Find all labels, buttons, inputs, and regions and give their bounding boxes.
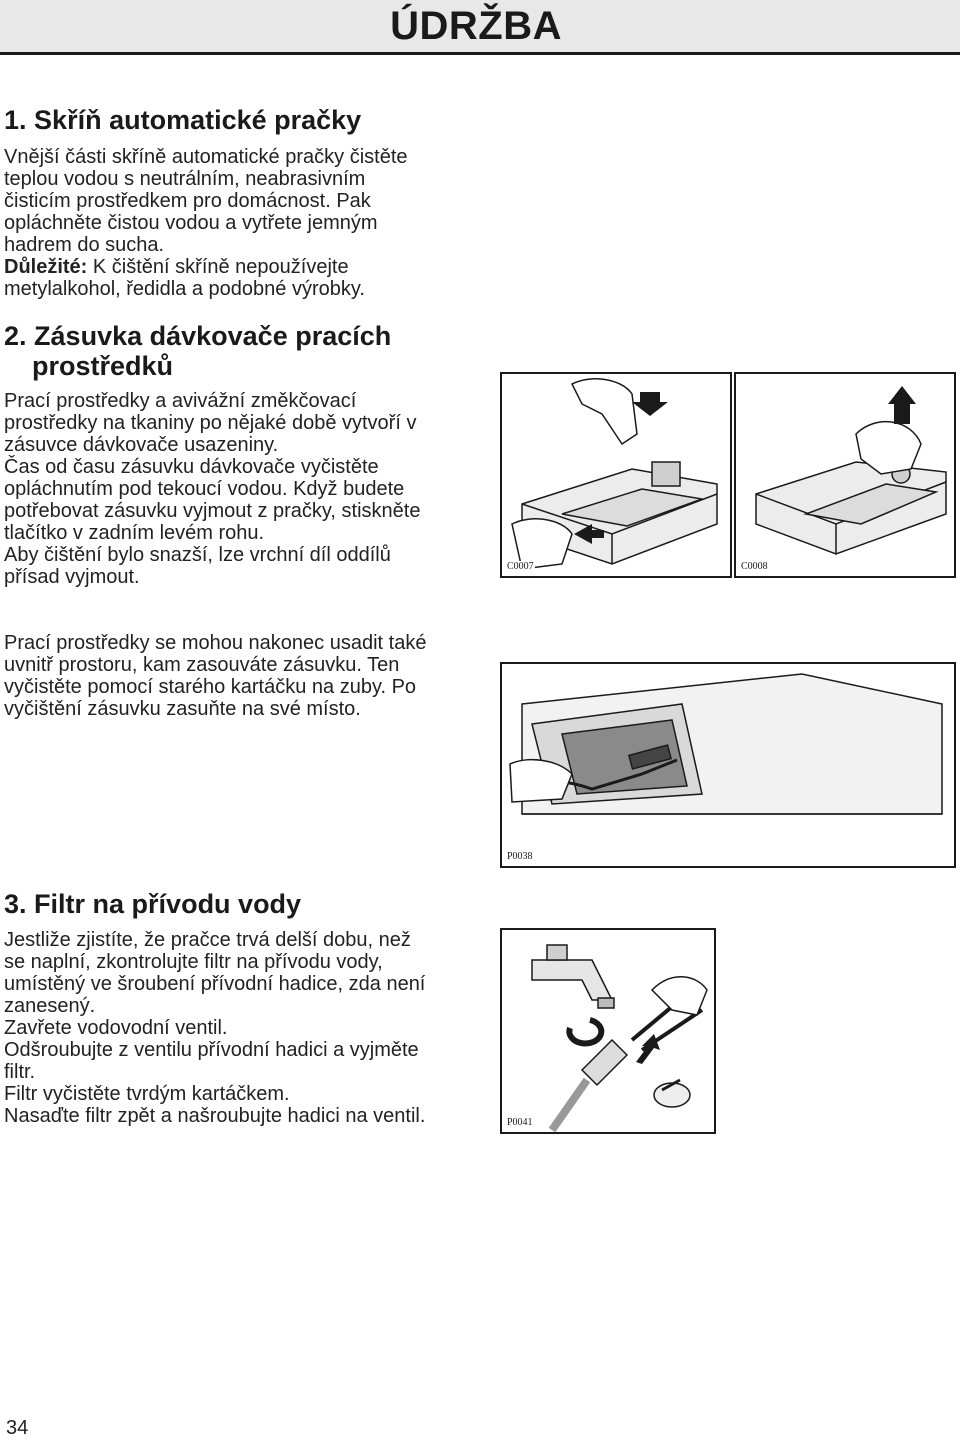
figure-code: C0008 — [741, 561, 768, 572]
body-line: tlačítko v zadním levém rohu. — [4, 522, 265, 544]
filter-removal-illustration — [502, 930, 714, 1132]
section-2-title-line2: prostředků — [32, 351, 174, 381]
figure-toothbrush-cleaning — [500, 662, 956, 868]
body-line: uvnitř prostoru, kam zasouváte zásuvku. Ten — [4, 654, 400, 676]
figure-filter-removal — [500, 928, 716, 1134]
body-line: vyčištění zásuvku zasuňte na své místo. — [4, 698, 361, 720]
important-note — [4, 256, 408, 278]
body-line: opláchněte čistou vodou a vytřete jemným — [4, 212, 378, 234]
important-text: K čištění skříně nepoužívejte — [87, 256, 349, 278]
figure-code: P0038 — [507, 851, 533, 862]
body-line: teplou vodou s neutrálním, neabrasivním — [4, 168, 366, 190]
body-line: filtr. — [4, 1061, 36, 1083]
body-line: Prací prostředky se mohou nakonec usadit také — [4, 632, 427, 654]
section-2-number: 2. — [4, 321, 27, 351]
section-1-body — [4, 146, 408, 300]
figure-drawer-removal — [500, 372, 732, 578]
body-line: Nasaďte filtr zpět a našroubujte hadici na ventil. — [4, 1105, 426, 1127]
body-line: Vnější části skříně automatické pračky čistěte — [4, 146, 408, 168]
body-line: Odšroubujte z ventilu přívodní hadici a vyjměte — [4, 1039, 419, 1061]
body-line: vyčistěte pomocí starého kartáčku na zuby. Po — [4, 676, 417, 698]
page-number: 34 — [6, 1417, 29, 1439]
body-line: zanesený. — [4, 995, 96, 1017]
figure-code: P0041 — [507, 1117, 533, 1128]
figure-compartment-removal — [734, 372, 956, 578]
body-line: metylalkohol, ředidla a podobné výrobky. — [4, 278, 365, 300]
toothbrush-cleaning-illustration — [502, 664, 954, 866]
section-2-heading — [4, 321, 391, 381]
body-line: Zavřete vodovodní ventil. — [4, 1017, 228, 1039]
body-line: Čas od času zásuvku dávkovače vyčistěte — [4, 456, 379, 478]
section-1-title: Skříň automatické pračky — [34, 105, 362, 135]
section-3-number: 3. — [4, 889, 27, 919]
body-line: čisticím prostředkem pro domácnost. Pak — [4, 190, 371, 212]
section-2-title-line1: Zásuvka dávkovače pracích — [34, 321, 392, 351]
important-label: Důležité: — [4, 256, 88, 278]
section-2-body-continued — [4, 632, 426, 720]
body-line: zásuvce dávkovače usazeniny. — [4, 434, 279, 456]
compartment-removal-illustration — [736, 374, 954, 576]
body-line: potřebovat zásuvku vyjmout z pračky, stiskněte — [4, 500, 421, 522]
body-line: Prací prostředky a avivážní změkčovací — [4, 390, 357, 412]
page-title: ÚDRŽBA — [390, 4, 562, 48]
section-3-title: Filtr na přívodu vody — [34, 889, 302, 919]
body-line: umístěný ve šroubení přívodní hadice, zda není — [4, 973, 426, 995]
section-3-heading — [4, 889, 301, 919]
body-line: hadrem do sucha. — [4, 234, 165, 256]
body-line: prostředky na tkaniny po nějaké době vytvoří v — [4, 412, 417, 434]
section-1-number: 1. — [4, 105, 27, 135]
section-3-body — [4, 929, 425, 1127]
body-line: Aby čištění bylo snazší, lze vrchní díl oddílů — [4, 544, 391, 566]
body-line: Filtr vyčistěte tvrdým kartáčkem. — [4, 1083, 290, 1105]
body-line: přísad vyjmout. — [4, 566, 140, 588]
drawer-removal-illustration — [502, 374, 730, 576]
body-line: opláchnutím pod tekoucí vodou. Když budete — [4, 478, 405, 500]
section-2-body — [4, 390, 420, 588]
figure-code: C0007 — [507, 561, 534, 572]
body-line: Jestliže zjistíte, že pračce trvá delší dobu, než — [4, 929, 411, 951]
section-1-heading — [4, 105, 361, 135]
body-line: se naplní, zkontrolujte filtr na přívodu vody, — [4, 951, 383, 973]
